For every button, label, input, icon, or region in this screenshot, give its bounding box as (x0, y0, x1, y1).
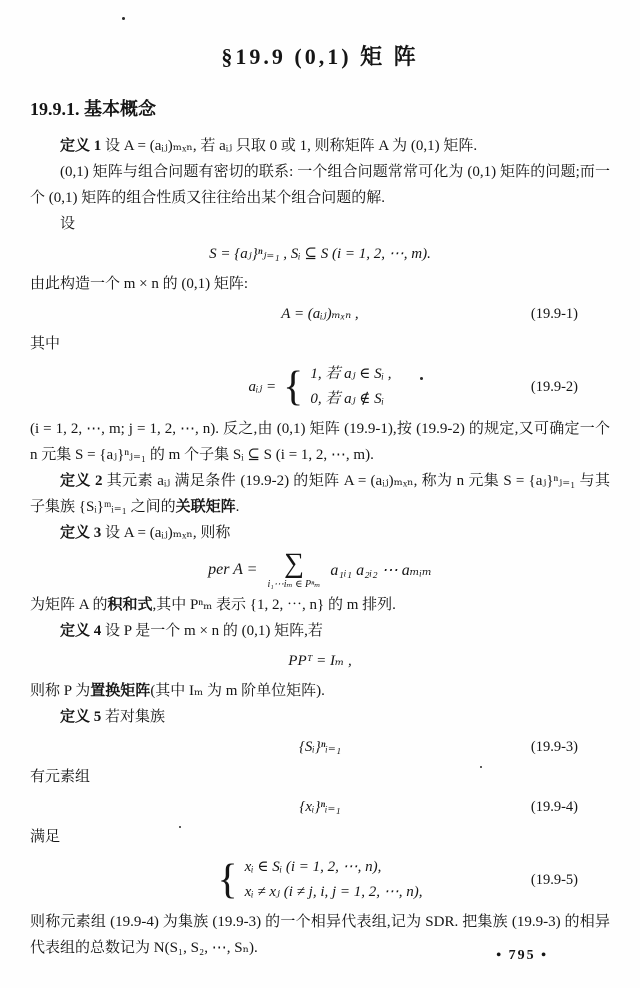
formula-aij-lead: aᵢⱼ = (248, 378, 277, 395)
equation-number-19-9-4: (19.9-4) (530, 799, 578, 815)
case-line-1: 1, 若 aⱼ ∈ Sᵢ , (310, 366, 392, 382)
paragraph-definition-5 (30, 704, 610, 730)
term-incidence-matrix: 关联矩阵 (175, 499, 236, 515)
equation-number-19-9-5: (19.9-5) (530, 871, 578, 888)
cases-column (245, 855, 423, 904)
perm-post: (其中 Iₘ 为 m 阶单位矩阵). (150, 683, 325, 699)
paragraph-construct: 由此构造一个 m × n 的 (0,1) 矩阵: (30, 276, 249, 292)
definition-1-label: 定义 1 (60, 138, 102, 154)
sdr-condition-2: xᵢ ≠ xⱼ (i ≠ j, i, j = 1, 2, ⋯, n), (244, 884, 423, 900)
paragraph-definition-4 (30, 618, 610, 644)
paragraph-permutation-matrix (30, 678, 610, 704)
scan-speck (480, 766, 482, 768)
term-permutation-matrix: 置换矩阵 (90, 683, 151, 699)
equation-number-19-9-2: (19.9-2) (530, 378, 578, 395)
equation-number-19-9-1: (19.9-1) (530, 306, 578, 322)
paragraph-range: (i = 1, 2, ⋯, m; j = 1, 2, ⋯, n). 反之,由 (0,1) 矩阵 (19.9-1),按 (19.9-2) 的规定,又可确定一个 n 元集 S = {aⱼ}ⁿⱼ₌₁ 的 m 个子集 Sᵢ ⊆ S (i = 1, 2, ⋯, m). (30, 421, 610, 463)
equation-set-family (30, 242, 610, 266)
left-brace: { (283, 363, 304, 410)
definition-5-text: 若对集族 (101, 709, 166, 725)
formula-xi-family: {xᵢ}ⁿᵢ₌₁ (299, 799, 341, 815)
paragraph-intro: (0,1) 矩阵与组合问题有密切的联系: 一个组合问题常常可化为 (0,1) 矩阵的问题;而一个 (0,1) 矩阵的组合性质又往往给出某个组合问题的解. (30, 164, 610, 206)
equation-19-9-3 (30, 735, 610, 759)
definition-2-label: 定义 2 (60, 473, 103, 489)
formula-per-lhs: per A = (208, 561, 258, 578)
sum-symbol-block (267, 550, 320, 590)
equation-19-9-2 (30, 362, 610, 411)
left-brace: { (217, 856, 238, 903)
scan-speck (179, 826, 181, 828)
equation-19-9-1 (30, 302, 610, 326)
definition-1-text: 设 A = (aᵢⱼ)ₘₓₙ, 若 aᵢⱼ 只取 0 或 1, 则称矩阵 A 为 (0,1) 矩阵. (101, 138, 478, 154)
cases-column (310, 362, 391, 411)
case-line-2: 0, 若 aⱼ ∉ Sᵢ (310, 391, 385, 407)
definition-5-label: 定义 5 (60, 709, 102, 725)
formula-per-rhs: a₁ᵢ₁ a₂ᵢ₂ ⋯ aₘᵢₘ (330, 562, 432, 579)
sum-subscript: i₁⋯iₘ ∈ Pⁿₘ (267, 579, 321, 590)
scan-speck (122, 17, 125, 20)
definition-2-post: . (235, 499, 240, 515)
definition-3-label: 定义 3 (60, 525, 102, 541)
formula-matrix-a: A = (aᵢⱼ)ₘₓₙ , (281, 306, 359, 322)
per-desc-pre: 为矩阵 A 的 (30, 597, 108, 613)
paragraph-you-yuansuzu: 有元素组 (30, 769, 91, 785)
formula-ppt: PPᵀ = Iₘ , (288, 653, 352, 669)
paragraph-definition-3 (30, 520, 610, 546)
section-title: §19.9 (0,1) 矩 阵 (221, 44, 419, 69)
paragraph-qizhong: 其中 (30, 336, 61, 352)
definition-2-text: 其元素 aᵢⱼ 满足条件 (19.9-2) 的矩阵 A = (aᵢⱼ)ₘₓₙ, 称为 n 元集 S = {aⱼ}ⁿⱼ₌₁ 与其子集族 {Sᵢ}ᵐᵢ₌₁ 之间的 (30, 473, 610, 515)
formula-si-family: {Sᵢ}ⁿᵢ₌₁ (298, 739, 342, 755)
formula-set-family: S = {aⱼ}ⁿⱼ₌₁ , Sᵢ ⊆ S (i = 1, 2, ⋯, m). (209, 246, 431, 262)
definition-4-label: 定义 4 (60, 623, 102, 639)
paragraph-definition-1 (30, 133, 610, 159)
perm-pre: 则称 P 为 (30, 683, 91, 699)
equation-permanent (30, 550, 610, 590)
subsection-title: 19.9.1. 基本概念 (30, 99, 156, 119)
equation-19-9-4 (30, 795, 610, 819)
definition-4-text: 设 P 是一个 m × n 的 (0,1) 矩阵,若 (101, 623, 323, 639)
paragraph-definition-2 (30, 468, 610, 520)
page-number: • 795 • (496, 948, 548, 963)
paragraph-sdr: 则称元素组 (19.9-4) 为集族 (19.9-3) 的一个相异代表组,记为 SDR. 把集族 (19.9-3) 的相异代表组的总数记为 N(S₁, S₂, ⋯, Sₙ). (30, 914, 610, 956)
per-desc-post: ,其中 Pⁿₘ 表示 {1, 2, ⋯, n} 的 m 排列. (152, 597, 396, 613)
term-permanent: 积和式 (107, 597, 153, 613)
paragraph-she: 设 (60, 216, 76, 232)
sdr-condition-1: xᵢ ∈ Sᵢ (i = 1, 2, ⋯, n), (244, 859, 382, 875)
definition-3-text: 设 A = (aᵢⱼ)ₘₓₙ, 则称 (101, 525, 231, 541)
equation-number-19-9-3: (19.9-3) (530, 739, 578, 755)
sigma-icon: ∑ (283, 548, 304, 579)
equation-ppt (30, 649, 610, 673)
paragraph-permanent-desc (30, 592, 610, 618)
equation-19-9-5 (30, 855, 610, 904)
paragraph-manzu: 满足 (30, 829, 61, 845)
